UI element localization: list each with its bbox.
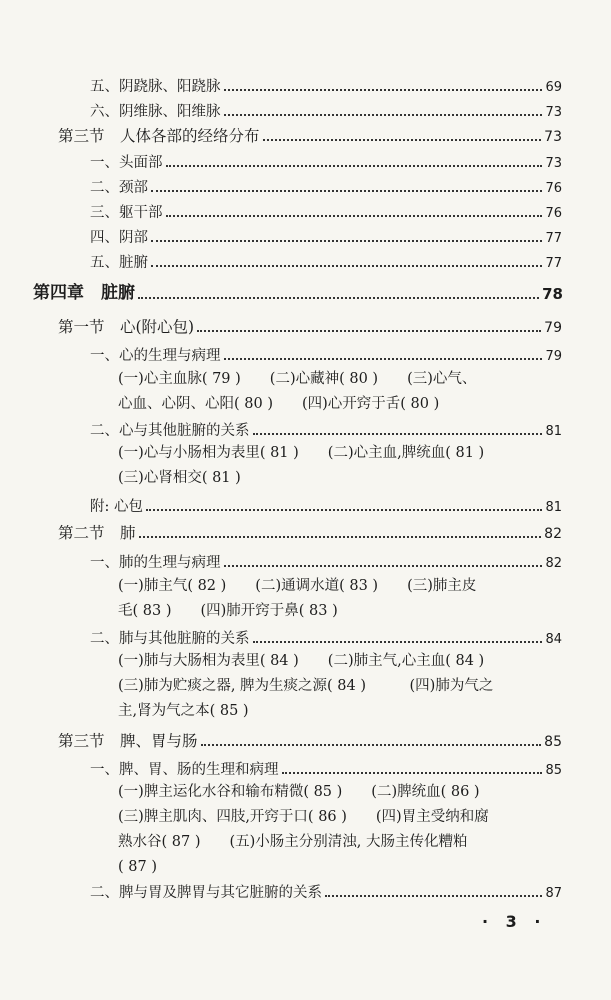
toc-entry-title: 四、阴部 <box>90 229 148 246</box>
toc-entry-page: 81 <box>545 424 562 439</box>
toc-section-title: 第一节 心(附心包) <box>58 317 195 336</box>
toc-section-page: 73 <box>544 129 562 145</box>
toc-section[interactable] <box>58 727 562 749</box>
dot-leader <box>151 240 542 242</box>
toc-entry-page: 76 <box>545 181 562 196</box>
toc-entry-title: 二、脾与胃及脾胃与其它脏腑的关系 <box>90 884 322 901</box>
toc-entry-page: 77 <box>545 231 562 246</box>
dot-leader <box>138 297 539 299</box>
toc-subtopics-line: 主,肾为气之本( 85 ) <box>118 703 249 719</box>
toc-entry-page: 81 <box>545 500 562 515</box>
toc-entry[interactable] <box>90 72 562 94</box>
dot-leader <box>146 509 542 511</box>
toc-entry[interactable] <box>90 492 562 514</box>
toc-section[interactable] <box>58 122 562 144</box>
toc-entry-page: 73 <box>545 105 562 120</box>
toc-entry-title: 三、躯干部 <box>90 204 163 221</box>
toc-chapter-title: 第四章 脏腑 <box>33 283 135 303</box>
dot-leader <box>139 536 542 538</box>
toc-entry-title: 五、阴跷脉、阳跷脉 <box>90 78 221 95</box>
page-number: · 3 · <box>482 912 547 931</box>
dot-leader <box>166 165 543 167</box>
toc-section-title: 第二节 肺 <box>58 523 136 542</box>
toc-section[interactable] <box>58 519 562 541</box>
toc-entry-page: 84 <box>545 632 562 647</box>
toc-entry-page: 77 <box>545 256 562 271</box>
toc-entry[interactable] <box>90 416 562 438</box>
toc-entry-title: 附: 心包 <box>90 498 143 515</box>
toc-entry-title: 五、脏腑 <box>90 254 148 271</box>
dot-leader <box>151 190 542 192</box>
toc-section-page: 79 <box>544 320 562 336</box>
toc-subtopics-line: ( 87 ) <box>118 859 157 875</box>
dot-leader <box>201 744 542 746</box>
dot-leader <box>253 641 543 643</box>
toc-subtopics-line: 熟水谷( 87 ) (五)小肠主分别清浊, 大肠主传化糟粕 <box>118 834 468 850</box>
dot-leader <box>197 330 541 332</box>
toc-entry-title: 一、头面部 <box>90 154 163 171</box>
dot-leader <box>325 895 542 897</box>
toc-entry-title: 二、肺与其他脏腑的关系 <box>90 630 250 647</box>
toc-chapter-page: 78 <box>542 285 563 303</box>
toc-entry[interactable] <box>90 548 562 570</box>
dot-leader <box>224 358 543 360</box>
dot-leader <box>263 139 542 141</box>
toc-entry[interactable] <box>90 755 562 777</box>
toc-entry-page: 85 <box>545 763 562 778</box>
toc-section-page: 82 <box>544 526 562 542</box>
toc-subtopics-line: (一)肺主气( 82 ) (二)通调水道( 83 ) (三)肺主皮 <box>118 578 477 594</box>
toc-entry[interactable] <box>90 624 562 646</box>
toc-entry-page: 69 <box>545 80 562 95</box>
toc-entry-title: 二、颈部 <box>90 179 148 196</box>
toc-entry-page: 79 <box>545 349 562 364</box>
toc-entry-title: 一、肺的生理与病理 <box>90 554 221 571</box>
toc-entry-page: 87 <box>545 886 562 901</box>
toc-entry[interactable] <box>90 223 562 245</box>
toc-entry-title: 一、心的生理与病理 <box>90 347 221 364</box>
toc-section[interactable] <box>58 313 562 335</box>
toc-subtopics-line: (三)肺为贮痰之器, 脾为生痰之源( 84 ) (四)肺为气之 <box>118 678 494 694</box>
toc-section-title: 第三节 人体各部的经络分布 <box>58 126 260 145</box>
toc-subtopics-line: (三)心肾相交( 81 ) <box>118 470 241 486</box>
toc-entry-title: 一、脾、胃、肠的生理和病理 <box>90 761 279 778</box>
dot-leader <box>224 89 543 91</box>
toc-subtopics-line: (一)脾主运化水谷和输布精微( 85 ) (二)脾统血( 86 ) <box>118 784 480 800</box>
dot-leader <box>224 565 543 567</box>
toc-entry-title: 二、心与其他脏腑的关系 <box>90 422 250 439</box>
dot-leader <box>253 433 543 435</box>
dot-leader <box>224 114 543 116</box>
toc-subtopics-line: (一)肺与大肠相为表里( 84 ) (二)肺主气,心主血( 84 ) <box>118 653 485 669</box>
toc-entry-page: 82 <box>545 556 562 571</box>
toc-entry[interactable] <box>90 198 562 220</box>
toc-subtopics-line: 毛( 83 ) (四)肺开窍于鼻( 83 ) <box>118 603 338 619</box>
toc-entry-page: 76 <box>545 206 562 221</box>
toc-chapter[interactable] <box>33 280 563 302</box>
toc-section-title: 第三节 脾、胃与肠 <box>58 731 198 750</box>
dot-leader <box>282 772 543 774</box>
dot-leader <box>166 215 543 217</box>
toc-entry[interactable] <box>90 173 562 195</box>
toc-section-page: 85 <box>544 734 562 750</box>
toc-subtopics-line: (一)心与小肠相为表里( 81 ) (二)心主血,脾统血( 81 ) <box>118 445 485 461</box>
toc-entry[interactable] <box>90 341 562 363</box>
toc-entry[interactable] <box>90 878 562 900</box>
toc-entry-title: 六、阴维脉、阳维脉 <box>90 103 221 120</box>
dot-leader <box>151 265 542 267</box>
toc-subtopics-line: (一)心主血脉( 79 ) (二)心藏神( 80 ) (三)心气、 <box>118 371 477 387</box>
toc-entry[interactable] <box>90 97 562 119</box>
toc-subtopics-line: (三)脾主肌肉、四肢,开窍于口( 86 ) (四)胃主受纳和腐 <box>118 809 489 825</box>
toc-entry[interactable] <box>90 148 562 170</box>
toc-subtopics-line: 心血、心阴、心阳( 80 ) (四)心开窍于舌( 80 ) <box>118 396 440 412</box>
toc-entry[interactable] <box>90 248 562 270</box>
toc-entry-page: 73 <box>545 156 562 171</box>
